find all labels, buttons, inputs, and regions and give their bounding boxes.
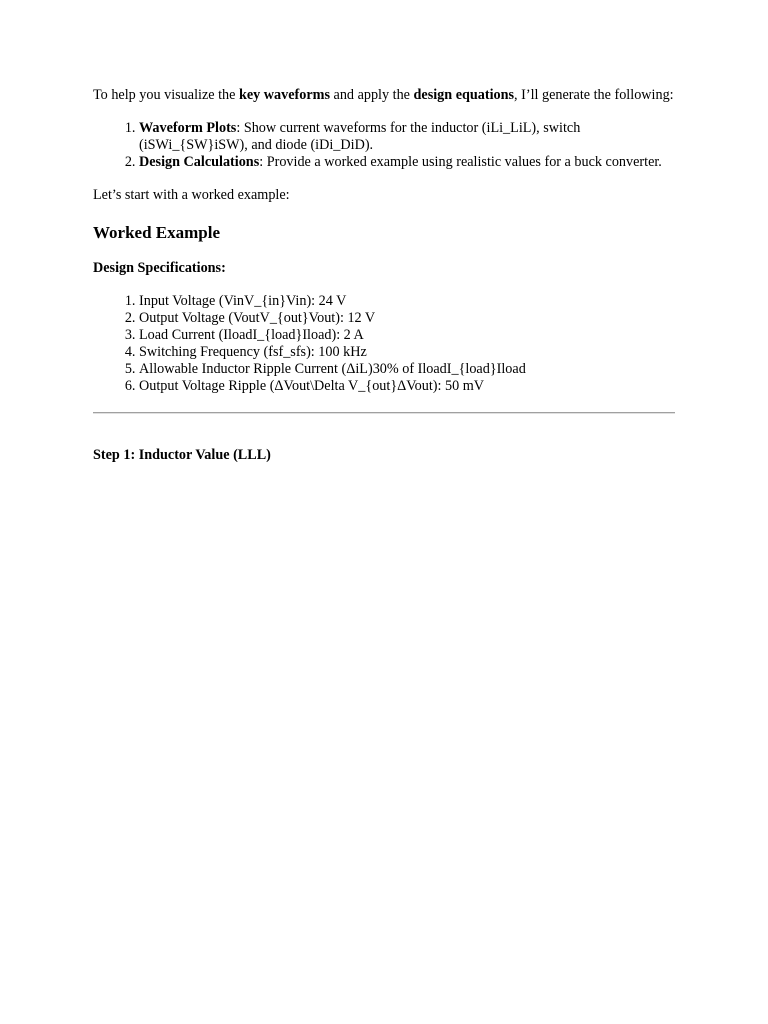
spec-item: 4. Switching Frequency (fsf_sfs): 100 kHz bbox=[139, 344, 675, 361]
intro-bold-key-waveforms: key waveforms bbox=[238, 87, 330, 103]
intro-text-3: , I’ll generate the following: bbox=[514, 87, 674, 103]
plan-list bbox=[93, 120, 675, 171]
section-divider bbox=[93, 412, 675, 414]
document-body bbox=[93, 87, 675, 480]
section-heading: Worked Example bbox=[93, 223, 221, 242]
specs-list bbox=[93, 293, 675, 395]
plan-item bbox=[139, 154, 675, 171]
intro-text-1: To help you visualize the bbox=[93, 87, 239, 103]
step1-heading: Step 1: Inductor Value (LLL) bbox=[93, 447, 271, 463]
lead-paragraph: Let’s start with a worked example: bbox=[93, 187, 290, 203]
plan-item-text: : Provide a worked example using realistic values for a buck converter. bbox=[259, 154, 662, 170]
spec-item: 2. Output Voltage (VoutV_{out}Vout): 12 V bbox=[139, 310, 675, 327]
plan-item-title: Design Calculations bbox=[139, 154, 260, 170]
spec-item: 3. Load Current (IloadI_{load}Iload): 2 A bbox=[139, 327, 675, 344]
spec-item: 1. Input Voltage (VinV_{in}Vin): 24 V bbox=[139, 293, 675, 310]
intro-paragraph bbox=[93, 87, 675, 104]
spec-item: 5. Allowable Inductor Ripple Current (ΔiL)30% of IloadI_{load}Iload bbox=[139, 361, 675, 378]
specs-heading: Design Specifications: bbox=[93, 260, 226, 276]
spec-item: 6. Output Voltage Ripple (ΔVout\Delta V_{out}ΔVout): 50 mV bbox=[139, 378, 675, 395]
plan-item bbox=[139, 120, 675, 154]
intro-bold-design-equations: design equations bbox=[413, 87, 515, 103]
plan-item-text: : Show current waveforms for the inductor (iLi_LiL), switch (iSWi_{SW}iSW), and diode (iDi_DiD). bbox=[139, 120, 581, 153]
plan-item-title: Waveform Plots bbox=[139, 120, 237, 136]
intro-text-2: and apply the bbox=[329, 87, 414, 103]
